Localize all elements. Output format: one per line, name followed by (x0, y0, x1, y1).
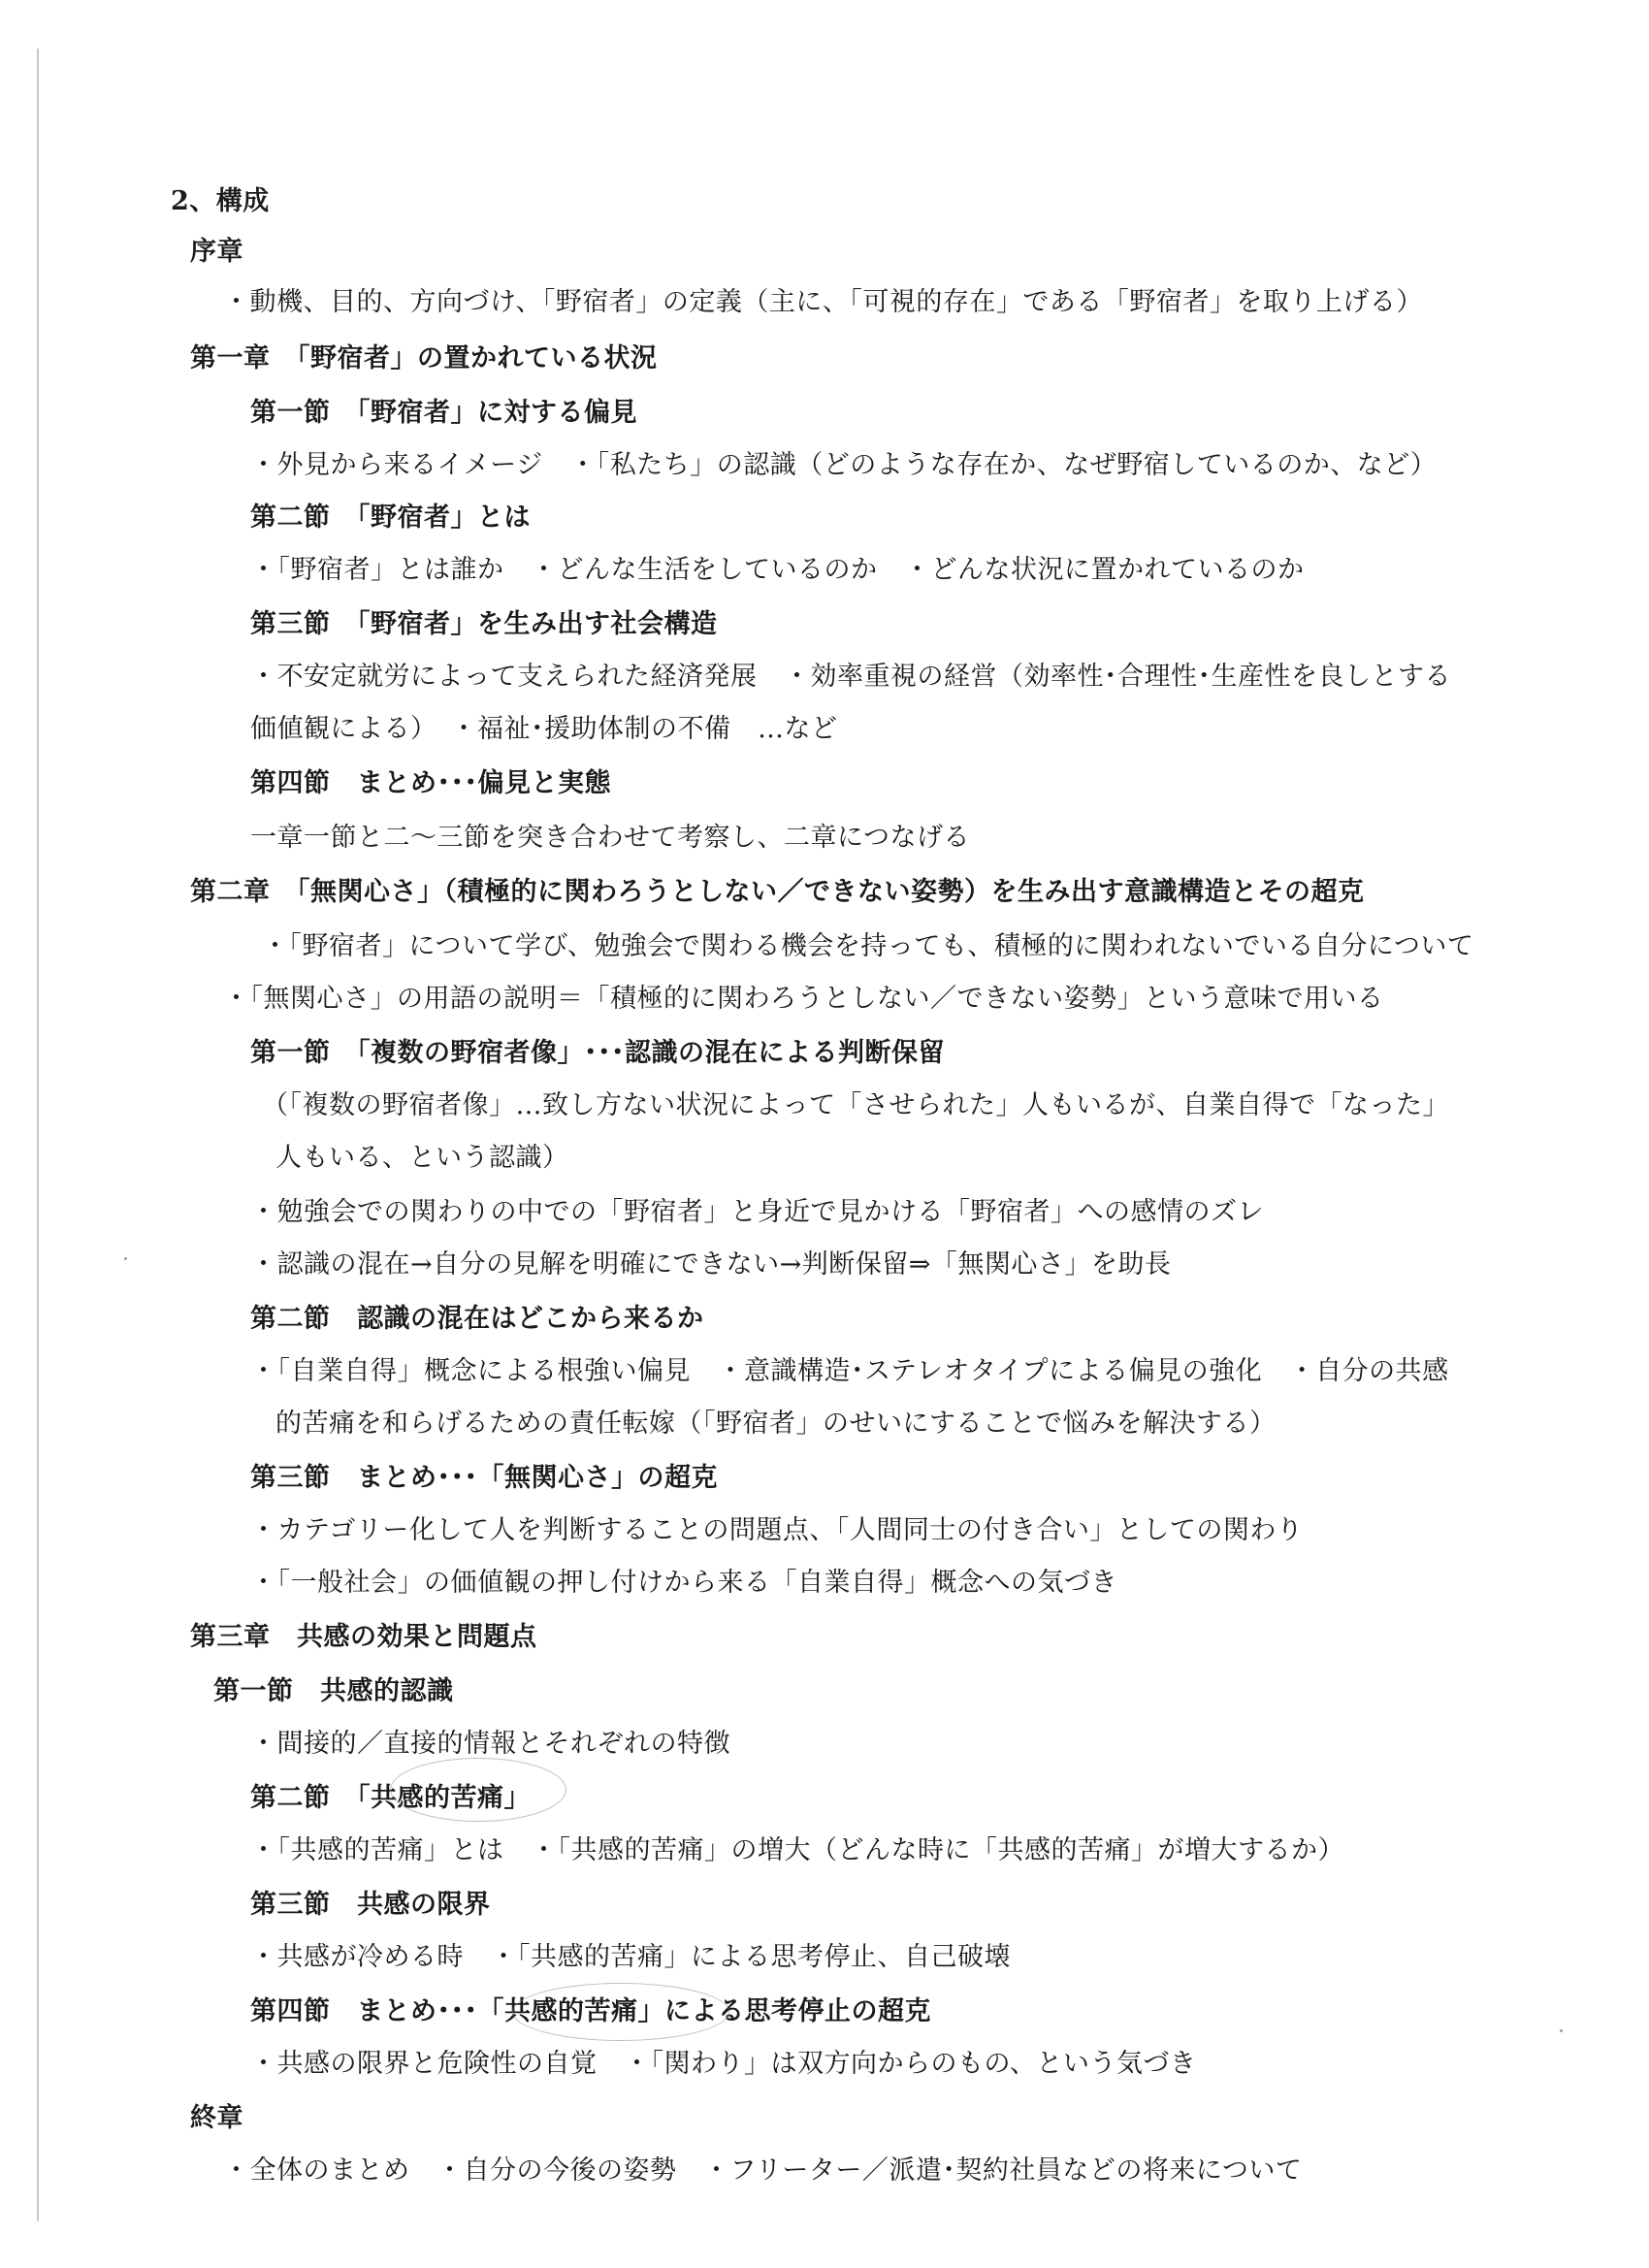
ch2-intro-item-2: ・「無関心さ」の用語の説明＝「積極的に関わろうとしない／できない姿勢」という意味で用いる (223, 984, 1384, 1014)
ch1-section-3-item-cont: 価値観による） ・福祉･援助体制の不備 …など (250, 714, 838, 744)
section-title: 2、構成 (171, 186, 270, 216)
heading-prologue: 序章 (190, 237, 243, 267)
ch1-section-3-heading: 第三節 「野宿者」を生み出す社会構造 (250, 609, 718, 639)
ch1-section-1-heading: 第一節 「野宿者」に対する偏見 (250, 398, 637, 428)
ch3-section-4-heading: 第四節 まとめ･･･「共感的苦痛」による思考停止の超克 (250, 1996, 931, 2026)
ch1-section-1-item: ・外見から来るイメージ ・「私たち」の認識（どのような存在か、なぜ野宿しているのか、など） (250, 450, 1438, 480)
ch2-section-3-item-1: ・カテゴリー化して人を判断することの問題点、「人間同士の付き合い」としての関わり (250, 1515, 1304, 1545)
ch3-section-4-item: ・共感の限界と危険性の自覚 ・「関わり」は双方向からのもの、という気づき (250, 2049, 1197, 2079)
scan-speck (124, 1257, 127, 1260)
ch2-section-1-item-1: ・勉強会での関わりの中での「野宿者」と身近で見かける「野宿者」への感情のズレ (250, 1197, 1264, 1227)
ch3-section-1-heading: 第一節 共感的認識 (213, 1676, 454, 1706)
ch2-section-1-note: （「複数の野宿者像」…致し方ない状況によって「させられた」人もいるが、自業自得で「なった」 (262, 1090, 1449, 1120)
ch3-section-2-heading: 第二節 「共感的苦痛」 (250, 1783, 531, 1813)
ch3-section-3-heading: 第三節 共感の限界 (250, 1890, 491, 1920)
ch2-section-2-heading: 第二節 認識の混在はどこから来るか (250, 1304, 704, 1334)
ch2-section-2-item-cont: 的苦痛を和らげるための責任転嫁（「野宿者」のせいにすることで悩みを解決する） (275, 1409, 1277, 1439)
pencil-circle-annotation (390, 1758, 566, 1822)
ch2-section-1-item-2: ・認識の混在→自分の見解を明確にできない→判断保留⇒「無関心さ」を助長 (250, 1249, 1172, 1280)
scan-speck (1560, 2029, 1563, 2032)
chapter-1-heading: 第一章 「野宿者」の置かれている状況 (190, 343, 658, 373)
ch1-section-2-heading: 第二節 「野宿者」とは (250, 502, 531, 533)
ch2-section-3-heading: 第三節 まとめ･･･「無関心さ」の超克 (250, 1463, 718, 1493)
ch1-section-2-item: ・「野宿者」とは誰か ・どんな生活をしているのか ・どんな状況に置かれているのか (250, 555, 1305, 585)
ch1-section-4-heading: 第四節 まとめ･･･偏見と実態 (250, 768, 611, 798)
ch2-section-1-note-cont: 人もいる、という認識） (275, 1143, 569, 1173)
ch3-section-2-item: ・「共感的苦痛」とは ・「共感的苦痛」の増大（どんな時に「共感的苦痛」が増大するか） (250, 1835, 1344, 1865)
heading-epilogue: 終章 (190, 2103, 243, 2133)
pencil-arc-annotation (512, 1983, 729, 2041)
ch2-intro-item-1: ・「野宿者」について学び、勉強会で関わる機会を持っても、積極的に関われないでいる自分について (262, 931, 1474, 961)
ch2-section-2-item: ・「自業自得」概念による根強い偏見 ・意識構造･ステレオタイプによる偏見の強化 ・自分の共感 (250, 1356, 1449, 1386)
ch3-section-3-item: ・共感が冷める時 ・「共感的苦痛」による思考停止、自己破壊 (250, 1942, 1011, 1972)
chapter-2-heading: 第二章 「無関心さ」（積極的に関わろうとしない／できない姿勢）を生み出す意識構造とその超克 (190, 877, 1365, 907)
ch2-section-1-heading: 第一節 「複数の野宿者像」･･･認識の混在による判断保留 (250, 1038, 945, 1068)
ch1-section-4-item: 一章一節と二～三節を突き合わせて考察し、二章につなげる (250, 823, 970, 853)
ch1-section-3-item: ・不安定就労によって支えられた経済発展 ・効率重視の経営（効率性･合理性･生産性を良しとする (250, 662, 1451, 692)
chapter-3-heading: 第三章 共感の効果と問題点 (190, 1622, 537, 1652)
ch3-section-1-item: ・間接的／直接的情報とそれぞれの特徴 (250, 1729, 730, 1759)
epilogue-item: ・全体のまとめ ・自分の今後の姿勢 ・フリーター／派遣･契約社員などの将来について (223, 2155, 1303, 2186)
ch2-section-3-item-2: ・「一般社会」の価値観の押し付けから来る「自業自得」概念への気づき (250, 1568, 1117, 1598)
prologue-item: ・動機、目的、方向づけ、「野宿者」の定義（主に、「可視的存在」である「野宿者」を取り上げる） (223, 287, 1423, 317)
